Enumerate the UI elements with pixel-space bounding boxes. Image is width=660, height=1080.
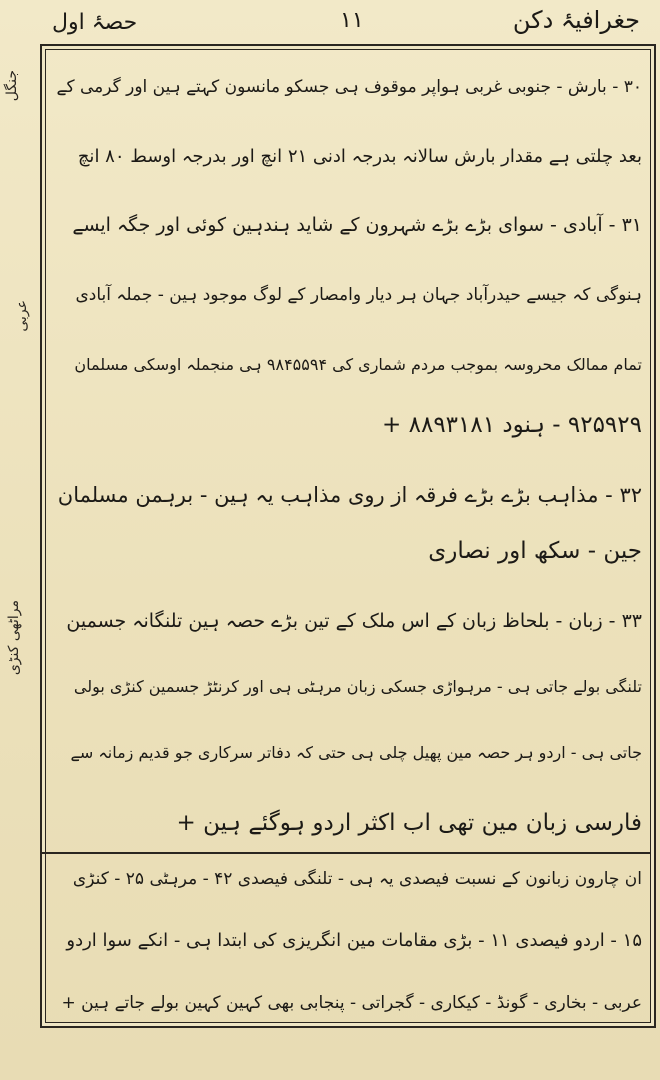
text-line: ۳۰ - بارش - جنوبی غربی ہواپر موقوف ہی جسکو مانسون کہتے ہین اور گرمی کے [56, 77, 642, 97]
page-header [40, 4, 650, 40]
text-line: ۳۲ - مذاہب بڑے بڑے فرقہ از روی مذاہب یہ ہین - برہمن مسلمان [57, 483, 642, 507]
header-title: جغرافیۂ دکن [512, 6, 640, 34]
text-line: فارسی زبان مین تھی اب اکثر اردو ہوگئے ہین + [176, 810, 642, 836]
text-line: جاتی ہی - اردو ہر حصہ مین پھیل چلی ہی حتی کہ دفاتر سرکاری جو قدیم زمانہ سے [70, 743, 642, 762]
footnote-line: ۱۵ - اردو فیصدی ۱۱ - بڑی مقامات مین انگریزی کی ابتدا ہی - انکے سوا اردو [66, 930, 642, 951]
footnote-line: عربی - بخاری - گونڈ - کیکاری - گجراتی - پنجابی بھی کہین کہین بولے جاتے ہین + [61, 993, 642, 1013]
margin-note: جنگل [4, 70, 20, 102]
page-number: ۱۱ [340, 8, 364, 33]
margin-notes [0, 40, 40, 800]
text-line: ۳۳ - زبان - بلحاظ زبان کے اس ملک کے تین بڑے حصہ ہین تلنگانہ جسمین [66, 610, 642, 632]
section-divider [42, 852, 650, 854]
footnote-line: ان چارون زبانون کے نسبت فیصدی یہ ہی - تلنگی فیصدی ۴۲ - مرہٹی ۲۵ - کنڑی [72, 869, 642, 889]
text-line: تلنگی بولے جاتی ہی - مرہواڑی جسکی زبان مرہٹی ہی اور کرنٹڑ جسمین کنڑی بولی [73, 677, 642, 696]
text-line: ہنوگی کہ جیسے حیدرآباد جہان ہر دیار وامصار کے لوگ موجود ہین - جملہ آبادی [75, 285, 642, 305]
header-part-label: حصۂ اول [52, 10, 138, 35]
text-line: تمام ممالک محروسہ بموجب مردم شماری کی ۹۸۴۵۵۹۴ ہی منجملہ اوسکی مسلمان [74, 355, 642, 374]
text-line: ۳۱ - آبادی - سوای بڑے بڑے شہرون کے شاید ہندہین کوئی اور جگہ ایسے [72, 214, 642, 236]
margin-note: عربی [14, 300, 30, 332]
text-line: جین - سکھ اور نصاری [428, 538, 642, 564]
margin-note: مراٹھی کنڑی [6, 600, 22, 676]
text-line: بعد چلتی ہے مقدار بارش سالانہ بدرجہ ادنی ۲۱ انچ اور بدرجہ اوسط ۸۰ انچ [77, 146, 642, 167]
text-line: ۹۲۵۹۲۹ - ہنود ۸۸۹۳۱۸۱ + [382, 412, 642, 438]
